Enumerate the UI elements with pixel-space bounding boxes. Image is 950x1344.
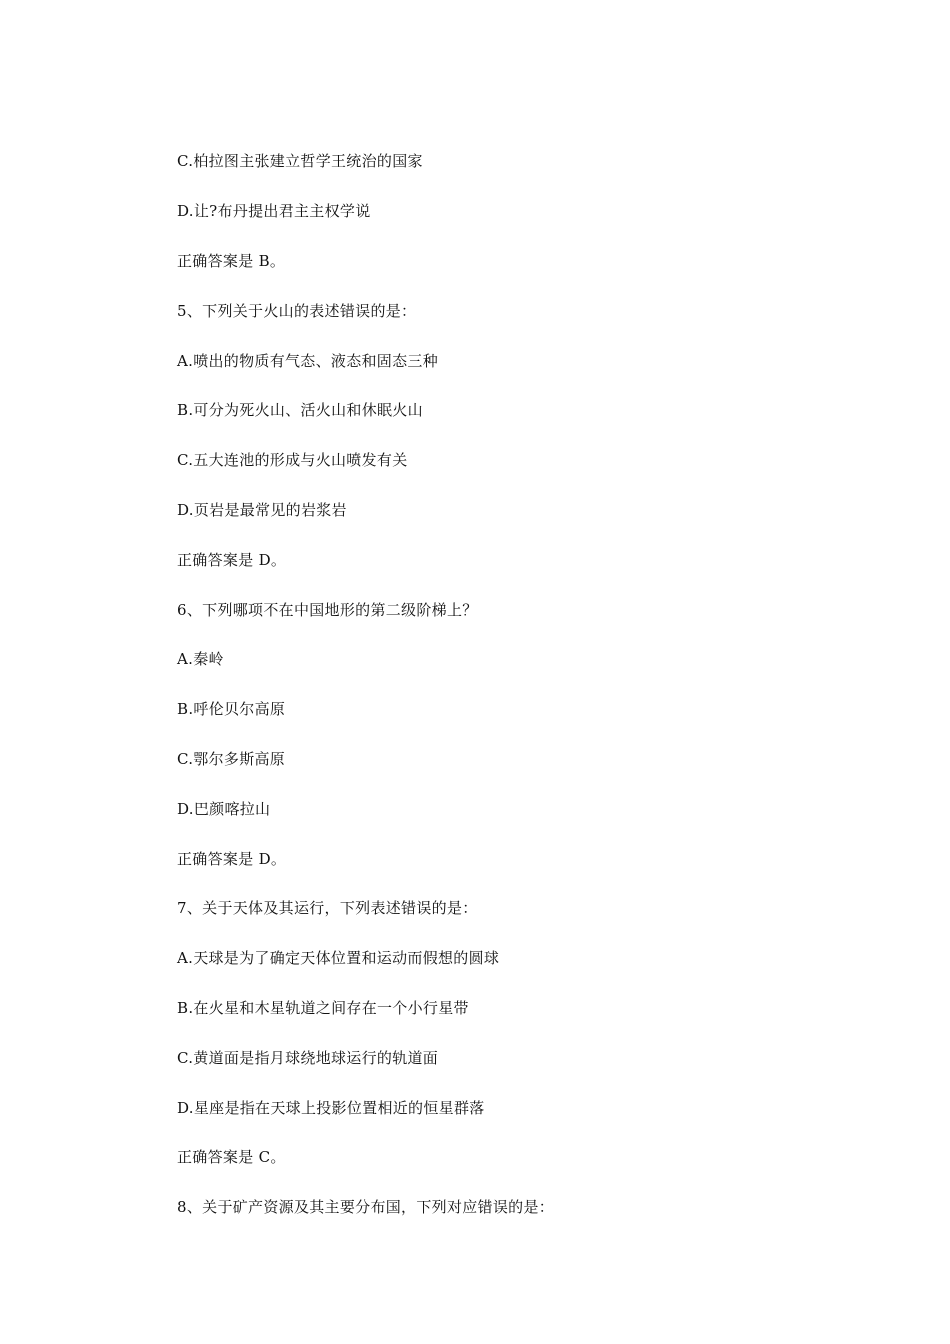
answer-q6: 正确答案是 D。: [177, 850, 287, 868]
option-a-q5: A.喷出的物质有气态、液态和固态三种: [177, 352, 439, 370]
option-c-q6: C.鄂尔多斯高原: [177, 750, 286, 768]
option-d-q5: D.页岩是最常见的岩浆岩: [177, 501, 347, 519]
option-c-q4: C.柏拉图主张建立哲学王统治的国家: [177, 152, 423, 170]
option-b-q6: B.呼伦贝尔高原: [177, 700, 286, 718]
option-d-q4: D.让?布丹提出君主主权学说: [177, 202, 371, 220]
question-6: 6、下列哪项不在中国地形的第二级阶梯上？: [177, 601, 478, 619]
answer-q4: 正确答案是 B。: [177, 252, 286, 270]
option-a-q7: A.天球是为了确定天体位置和运动而假想的圆球: [177, 949, 500, 967]
option-c-q5: C.五大连池的形成与火山喷发有关: [177, 451, 408, 469]
answer-q7: 正确答案是 C。: [177, 1148, 286, 1166]
option-b-q5: B.可分为死火山、活火山和休眠火山: [177, 401, 423, 419]
option-d-q7: D.星座是指在天球上投影位置相近的恒星群落: [177, 1099, 485, 1117]
option-d-q6: D.巴颜喀拉山: [177, 800, 271, 818]
answer-q5: 正确答案是 D。: [177, 551, 287, 569]
option-b-q7: B.在火星和木星轨道之间存在一个小行星带: [177, 999, 469, 1017]
question-7: 7、关于天体及其运行，下列表述错误的是：: [177, 899, 478, 917]
option-a-q6: A.秦岭: [177, 650, 224, 668]
question-5: 5、下列关于火山的表述错误的是：: [177, 302, 417, 320]
option-c-q7: C.黄道面是指月球绕地球运行的轨道面: [177, 1049, 439, 1067]
question-8: 8、关于矿产资源及其主要分布国，下列对应错误的是：: [177, 1198, 555, 1216]
